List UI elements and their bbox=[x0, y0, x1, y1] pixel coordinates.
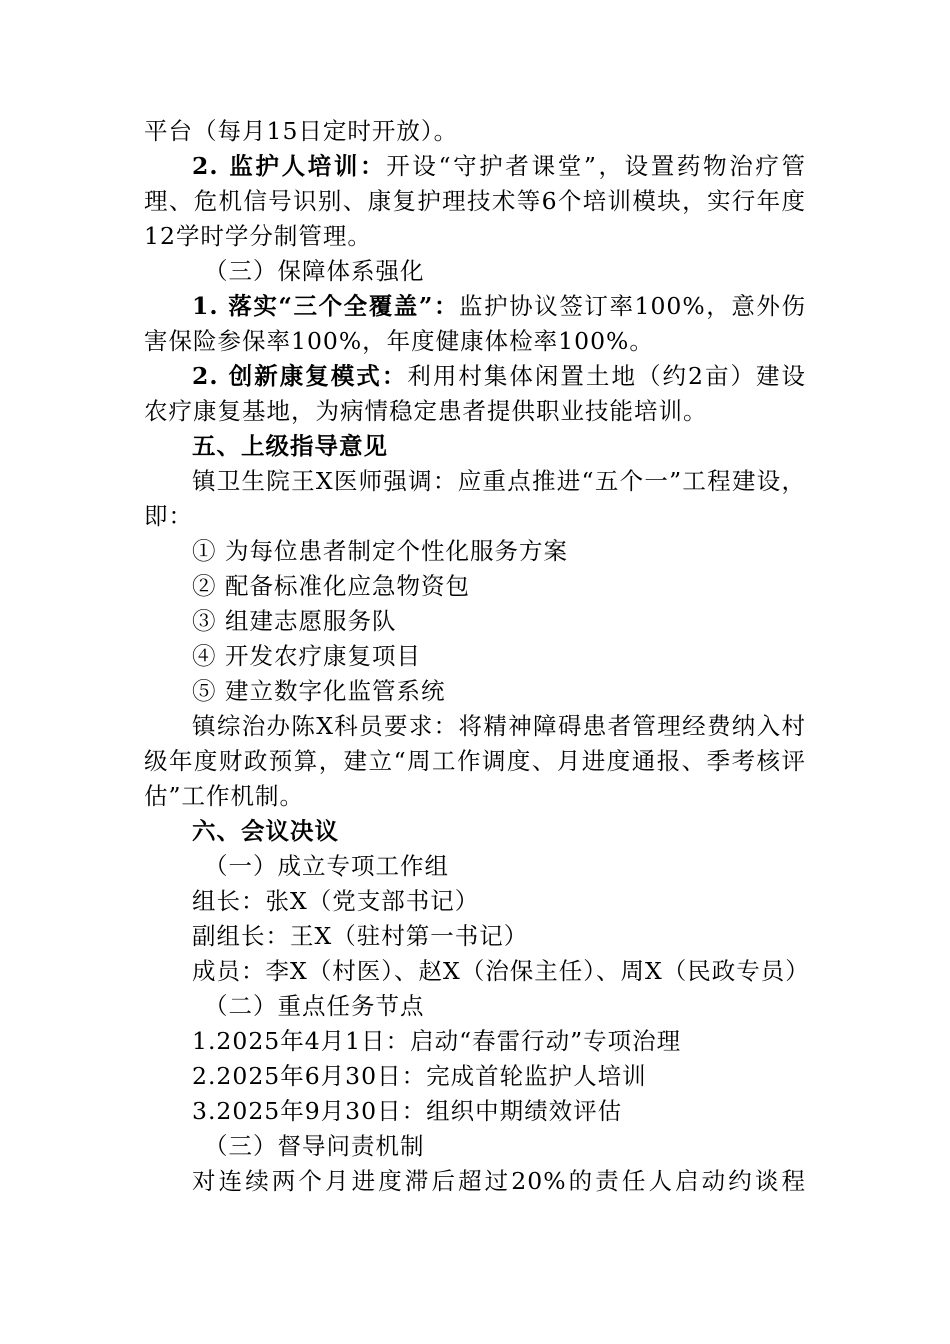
paragraph-members bbox=[144, 954, 810, 989]
list-item-text: ⑤ 建立数字化监管系统 bbox=[192, 677, 446, 705]
list-item-text: ④ 开发农疗康复项目 bbox=[192, 642, 421, 670]
paragraph-text: 成员：李X（村医）、赵X（治保主任）、周X（民政专员） bbox=[192, 957, 810, 985]
list-item bbox=[144, 569, 806, 604]
paragraph-text: 监护协议签订率100%，意外伤害保险参保率100%，年度健康体检率100%。 bbox=[144, 292, 806, 355]
list-item bbox=[144, 1024, 806, 1059]
paragraph-group-leader bbox=[144, 884, 806, 919]
paragraph-text: 利用村集体闲置土地（约2亩）建设农疗康复基地，为病情稳定患者提供职业技能培训。 bbox=[144, 362, 806, 425]
paragraph-lead: 2. 监护人培训： bbox=[192, 152, 387, 180]
list-item-text: 1.2025年4月1日：启动“春雷行动”专项治理 bbox=[192, 1027, 682, 1055]
heading-superior-guidance bbox=[144, 429, 806, 464]
paragraph-lead: 2. 创新康复模式： bbox=[192, 362, 408, 390]
heading-meeting-resolution bbox=[144, 814, 806, 849]
list-item-text: 2.2025年6月30日：完成首轮监护人培训 bbox=[192, 1062, 647, 1090]
paragraph-rehab-model bbox=[144, 359, 806, 429]
paragraph-text: 平台（每月15日定时开放）。 bbox=[144, 117, 459, 145]
paragraph-text: 副组长：王X（驻村第一书记） bbox=[192, 922, 529, 950]
subheading-task-nodes bbox=[144, 989, 806, 1024]
list-item-text: ① 为每位患者制定个性化服务方案 bbox=[192, 537, 568, 565]
subheading-guarantee-system bbox=[144, 254, 806, 289]
paragraph-doctor-emphasis bbox=[144, 464, 806, 534]
paragraph-guardian-training bbox=[144, 149, 806, 254]
list-item bbox=[144, 534, 806, 569]
paragraph-text: 镇综治办陈X科员要求：将精神障碍患者管理经费纳入村级年度财政预算，建立“周工作调度、月进度通报、季考核评估”工作机制。 bbox=[144, 712, 806, 810]
subheading-accountability bbox=[144, 1129, 806, 1164]
paragraph-text: 对连续两个月进度滞后超过20%的责任人启动约谈程 bbox=[192, 1167, 806, 1195]
paragraph-accountability bbox=[144, 1164, 806, 1199]
paragraph-continuation bbox=[144, 114, 806, 149]
list-item bbox=[144, 674, 806, 709]
list-item bbox=[144, 1059, 806, 1094]
paragraph-text: 组长：张X（党支部书记） bbox=[192, 887, 480, 915]
list-item-text: ② 配备标准化应急物资包 bbox=[192, 572, 470, 600]
paragraph-deputy-leader bbox=[144, 919, 806, 954]
subheading-text: （三）督导问责机制 bbox=[204, 1132, 425, 1160]
heading-text: 五、上级指导意见 bbox=[192, 432, 388, 460]
subheading-text: （一）成立专项工作组 bbox=[204, 852, 449, 880]
subheading-text: （二）重点任务节点 bbox=[204, 992, 425, 1020]
paragraph-text: 镇卫生院王X医师强调：应重点推进“五个一”工程建设，即： bbox=[144, 467, 806, 530]
paragraph-text: 开设“守护者课堂”，设置药物治疗管理、危机信号识别、康复护理技术等6个培训模块，实行年度12学时学分制管理。 bbox=[144, 152, 806, 250]
list-item-text: ③ 组建志愿服务队 bbox=[192, 607, 397, 635]
heading-text: 六、会议决议 bbox=[192, 817, 339, 845]
paragraph-office-requirement bbox=[144, 709, 806, 814]
paragraph-lead: 1. 落实“三个全覆盖”： bbox=[192, 292, 460, 320]
document-page bbox=[144, 114, 810, 1199]
subheading-working-group bbox=[144, 849, 806, 884]
subheading-text: （三）保障体系强化 bbox=[204, 257, 425, 285]
list-item bbox=[144, 1094, 806, 1129]
paragraph-three-coverage bbox=[144, 289, 806, 359]
list-item bbox=[144, 604, 806, 639]
list-item bbox=[144, 639, 806, 674]
list-item-text: 3.2025年9月30日：组织中期绩效评估 bbox=[192, 1097, 623, 1125]
